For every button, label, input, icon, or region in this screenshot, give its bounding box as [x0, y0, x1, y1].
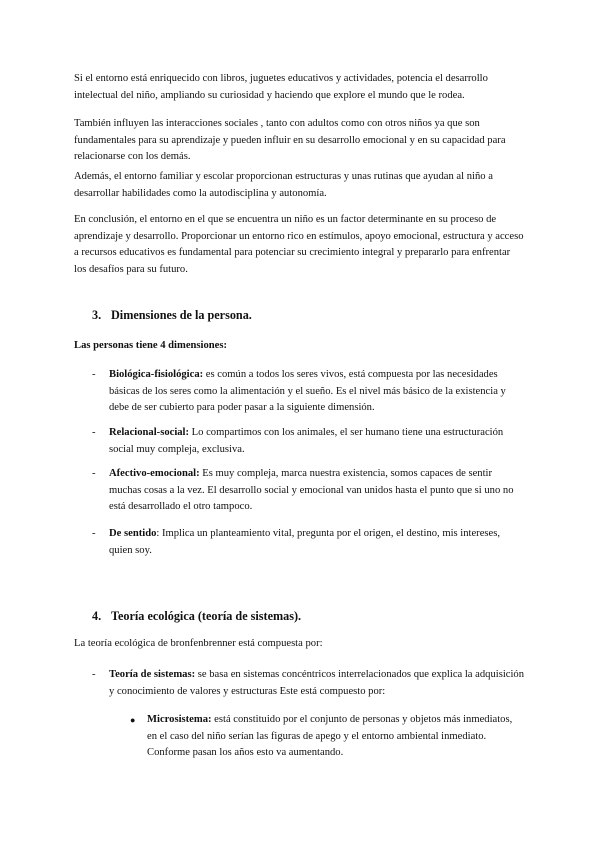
- item-term: Biológica-fisiológica:: [109, 369, 204, 380]
- item-text: se basa en sistemas concéntricos interrelacionados que explica la adquisición y conocimiento de valores y estructuras Este está compuesto por:: [109, 669, 525, 697]
- section-4-number: 4.: [92, 609, 102, 623]
- paragraph-family-school: Además, el entorno familiar y escolar proporcionan estructuras y unas rutinas que ayudan al niño a desarrollar habilidades como la autodisciplina y autonomía.: [74, 171, 493, 199]
- section-4-title: Teoría ecológica (teoría de sistemas).: [111, 609, 302, 623]
- paragraph-conclusion: En conclusión, el entorno en el que se encuentra un niño es un factor determinante en su proceso de aprendizaje y desarrollo. Proporcionar un entorno rico en estímulos, apoyo emocional, estructura y acceso a recursos educativos es fundamental para potenciar su crecimiento integral y prepararlo para enfrentar los desafíos para su futuro.: [74, 214, 524, 275]
- section-3-title: Dimensiones de la persona.: [111, 308, 252, 322]
- section-3-number: 3.: [92, 308, 102, 322]
- list-item: [92, 667, 524, 700]
- bullet-marker: ●: [130, 715, 136, 725]
- section-3-subtitle: Las personas tiene 4 dimensiones:: [74, 340, 228, 351]
- dash-marker: -: [92, 528, 96, 539]
- dash-marker: -: [92, 468, 96, 479]
- sub-list-item: [130, 712, 524, 762]
- dash-marker: -: [92, 427, 96, 438]
- item-text: : Implica un planteamiento vital, pregunta por el origen, el destino, mis intereses, quien soy.: [109, 528, 501, 556]
- item-text: está constituido por el conjunto de personas y objetos más inmediatos, en el caso del niño serían las figuras de apego y el entorno ambiental inmediato. Conforme pasan los años esto va aumentando.: [147, 714, 513, 758]
- item-text: Lo compartimos con los animales, el ser humano tiene una estructuración social muy compleja, exclusiva.: [109, 427, 504, 455]
- section-4-lead: La teoría ecológica de bronfenbrenner está compuesta por:: [74, 638, 323, 649]
- list-item: [92, 367, 524, 417]
- item-term: De sentido: [109, 528, 157, 539]
- item-term: Afectivo-emocional:: [109, 468, 200, 479]
- dash-marker: -: [92, 369, 96, 380]
- paragraph-enriched-environment: Si el entorno está enriquecido con libros, juguetes educativos y actividades, potencia el desarrollo intelectual del niño, ampliando su curiosidad y haciendo que explore el mundo que le rodea.: [74, 73, 488, 101]
- item-term: Microsistema:: [147, 714, 212, 725]
- item-text: Es muy compleja, marca nuestra existencia, somos capaces de sentir muchas cosas a la vez. El desarrollo social y emocional van unidos hasta el punto que si uno no está desarrollado el otro tampoco.: [109, 468, 514, 512]
- item-term: Relacional-social:: [109, 427, 190, 438]
- item-term: Teoría de sistemas:: [109, 669, 196, 680]
- paragraph-social-interactions: También influyen las interacciones sociales , tanto con adultos como con otros niños ya que son fundamentales para su aprendizaje y pueden influir en su desarrollo emocional y en su capacidad para relacionarse con los demás.: [74, 118, 506, 162]
- list-item: [92, 425, 524, 458]
- item-text: es común a todos los seres vivos, está compuesta por las necesidades básicas de los seres como la alimentación y el sueño. Es el nivel más básico de la existencia y debe de ser cubierto para poder pasar a la siguiente dimensión.: [109, 369, 506, 413]
- list-item: [92, 466, 524, 516]
- section-3-heading: [92, 307, 252, 323]
- section-4-heading: [92, 608, 301, 624]
- dash-marker: -: [92, 669, 96, 680]
- list-item: [92, 526, 524, 559]
